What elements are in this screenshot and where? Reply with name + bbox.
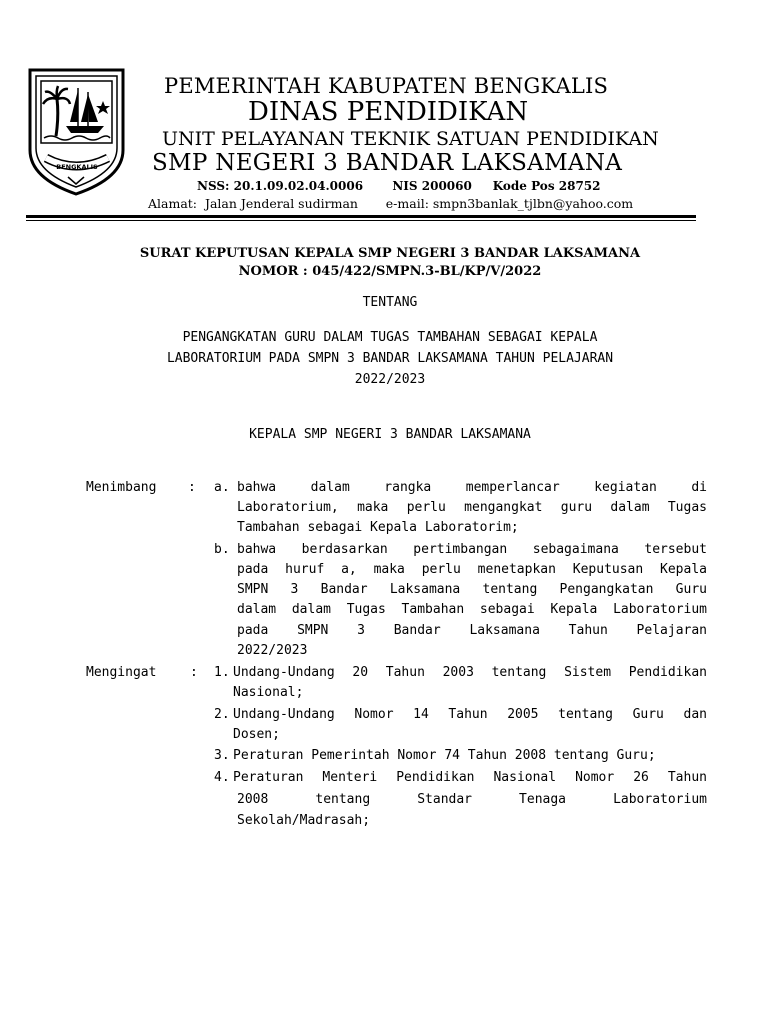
header-school-name: SMP NEGERI 3 BANDAR LAKSAMANA [152, 150, 623, 176]
header-unit: UNIT PELAYANAN TEKNIK SATUAN PENDIDIKAN [162, 128, 659, 150]
mengingat-item-line: Dosen; [233, 727, 280, 742]
header-school-ids: NSS: 20.1.09.02.04.0006 NIS 200060 Kode Pos 28752 [197, 179, 601, 193]
menimbang-item-line: SMPN 3 Bandar Laksamana tentang Pengangkatan Guru [237, 582, 707, 597]
menimbang-item-line: 2022/2023 [237, 643, 308, 658]
header-divider-thick [26, 215, 696, 218]
menimbang-item-line: pada huruf a, maka perlu menetapkan Keputusan Kepala [237, 562, 707, 577]
mengingat-item-marker: 4. [214, 770, 230, 785]
mengingat-item-line: Sekolah/Madrasah; [237, 813, 371, 828]
mengingat-item-line: Peraturan Pemerintah Nomor 74 Tahun 2008 tentang Guru; [233, 748, 656, 763]
menimbang-item-line: pada SMPN 3 Bandar Laksamana Tahun Pelajaran [237, 623, 707, 638]
menimbang-item-line: bahwa berdasarkan pertimbangan sebagaimana tersebut [237, 542, 707, 557]
menimbang-item-line: dalam dalam Tugas Tambahan sebagai Kepala Laboratorium [237, 602, 707, 617]
mengingat-item-line: Nasional; [233, 685, 304, 700]
menimbang-item-line: Laboratorium, maka perlu mengangkat guru dalam Tugas [237, 500, 707, 515]
mengingat-item-line: Undang-Undang Nomor 14 Tahun 2005 tentang Guru dan [233, 707, 707, 722]
decree-subject-line: LABORATORIUM PADA SMPN 3 BANDAR LAKSAMANA TAHUN PELAJARAN [166, 351, 614, 366]
mengingat-item-marker: 2. [214, 707, 230, 722]
mengingat-item-marker: 1. [214, 665, 230, 680]
mengingat-item-marker: 3. [214, 748, 230, 763]
header-address: Alamat: Jalan Jenderal sudirman e-mail: smpn3banlak_tjlbn@yahoo.com [148, 196, 634, 211]
decree-issuer: KEPALA SMP NEGERI 3 BANDAR LAKSAMANA [249, 427, 531, 442]
mengingat-label: Mengingat [86, 665, 157, 680]
menimbang-item-marker: b. [214, 542, 230, 557]
decree-number: NOMOR : 045/422/SMPN.3-BL/KP/V/2022 [238, 264, 542, 279]
decree-about: TENTANG [362, 295, 418, 310]
decree-subject-line: PENGANGKATAN GURU DALAM TUGAS TAMBAHAN SEBAGAI KEPALA [182, 330, 598, 345]
menimbang-colon: : [188, 480, 196, 495]
header-divider-thin [26, 220, 696, 221]
regency-crest-logo [26, 66, 127, 197]
mengingat-item-line: Peraturan Menteri Pendidikan Nasional Nomor 26 Tahun [233, 770, 707, 785]
menimbang-item-line: bahwa dalam rangka memperlancar kegiatan di [237, 480, 707, 495]
crest-banner-text: BENGKALIS [56, 163, 98, 171]
header-department: DINAS PENDIDIKAN [248, 97, 529, 127]
mengingat-colon: : [190, 665, 198, 680]
decree-subject-line: 2022/2023 [354, 372, 426, 387]
mengingat-item-line: 2008 tentang Standar Tenaga Laboratorium [237, 792, 707, 807]
menimbang-item-line: Tambahan sebagai Kepala Laboratorim; [237, 520, 519, 535]
header-government: PEMERINTAH KABUPATEN BENGKALIS [164, 74, 609, 98]
menimbang-item-marker: a. [214, 480, 230, 495]
menimbang-label: Menimbang [86, 480, 157, 495]
mengingat-item-line: Undang-Undang 20 Tahun 2003 tentang Sistem Pendidikan [233, 665, 707, 680]
decree-title: SURAT KEPUTUSAN KEPALA SMP NEGERI 3 BANDAR LAKSAMANA [139, 246, 641, 261]
